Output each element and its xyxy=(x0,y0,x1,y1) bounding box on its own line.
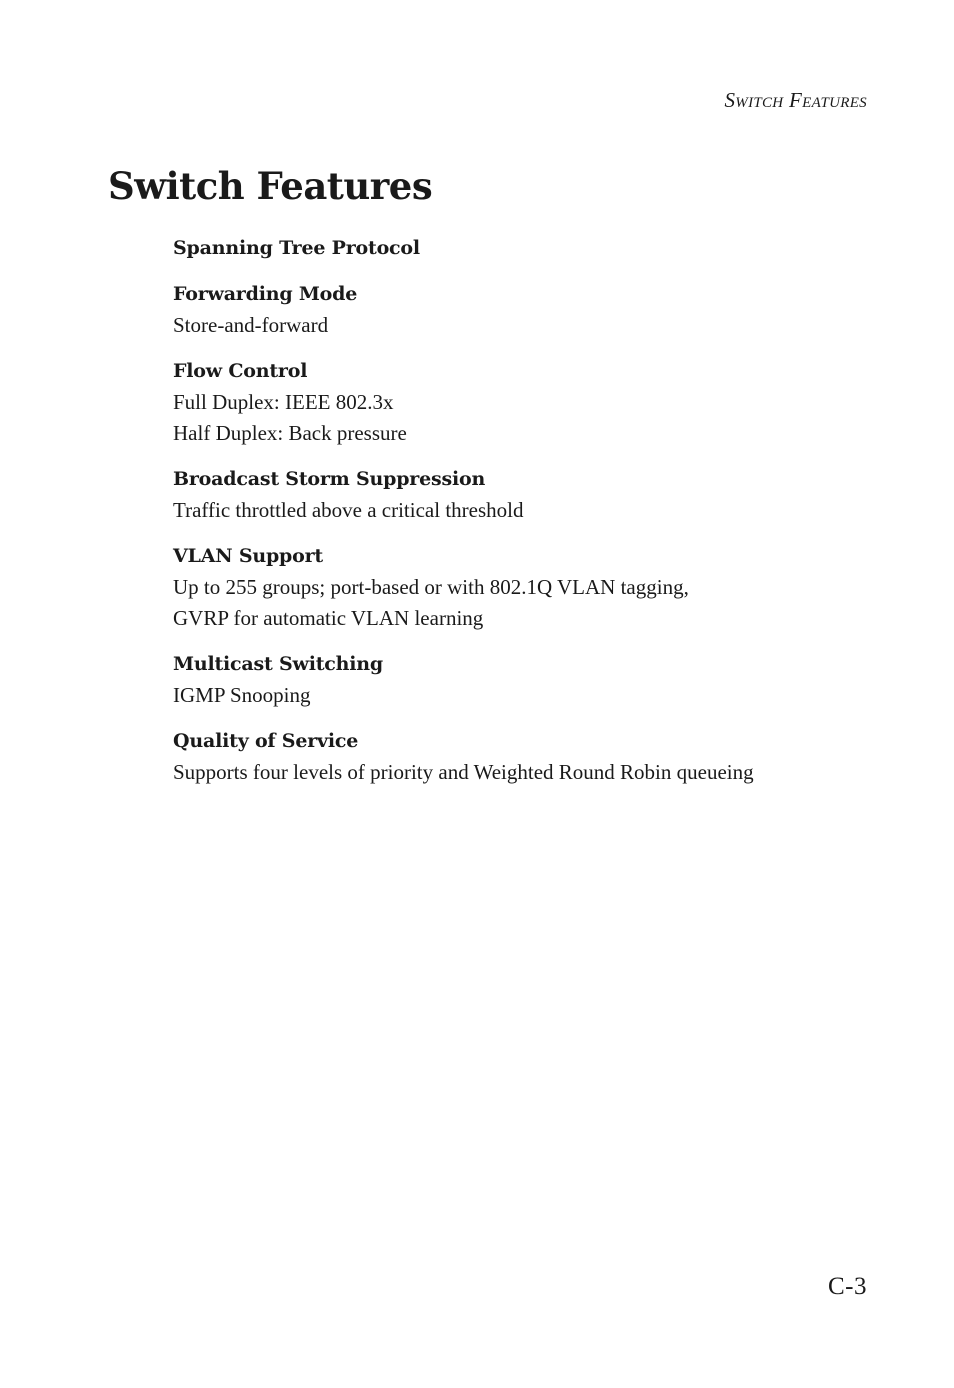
feature-description: GVRP for automatic VLAN learning xyxy=(173,606,484,630)
feature-vlan-support xyxy=(173,541,873,634)
feature-description: Store-and-forward xyxy=(173,313,329,337)
page-title: Switch Features xyxy=(108,164,433,208)
feature-list xyxy=(173,233,873,803)
feature-title: Broadcast Storm Suppression xyxy=(173,468,486,490)
feature-title: Forwarding Mode xyxy=(173,283,358,305)
page-number: C-3 xyxy=(828,1273,867,1300)
feature-title: Spanning Tree Protocol xyxy=(173,237,420,259)
feature-spanning-tree xyxy=(173,233,873,264)
feature-broadcast-storm xyxy=(173,464,873,526)
feature-description: IGMP Snooping xyxy=(173,683,311,707)
running-header: Switch Features xyxy=(724,88,867,112)
feature-quality-of-service xyxy=(173,726,873,788)
feature-title: Flow Control xyxy=(173,360,308,382)
feature-title: Quality of Service xyxy=(173,730,359,752)
feature-title: VLAN Support xyxy=(173,545,323,567)
feature-description: Half Duplex: Back pressure xyxy=(173,421,407,445)
feature-description: Supports four levels of priority and Weighted Round Robin queueing xyxy=(173,760,754,784)
feature-multicast-switching xyxy=(173,649,873,711)
feature-description: Up to 255 groups; port-based or with 802.1Q VLAN tagging, xyxy=(173,575,689,599)
feature-title: Multicast Switching xyxy=(173,653,383,675)
feature-description: Traffic throttled above a critical threshold xyxy=(173,498,524,522)
feature-description: Full Duplex: IEEE 802.3x xyxy=(173,390,394,414)
feature-flow-control xyxy=(173,356,873,449)
feature-forwarding-mode xyxy=(173,279,873,341)
